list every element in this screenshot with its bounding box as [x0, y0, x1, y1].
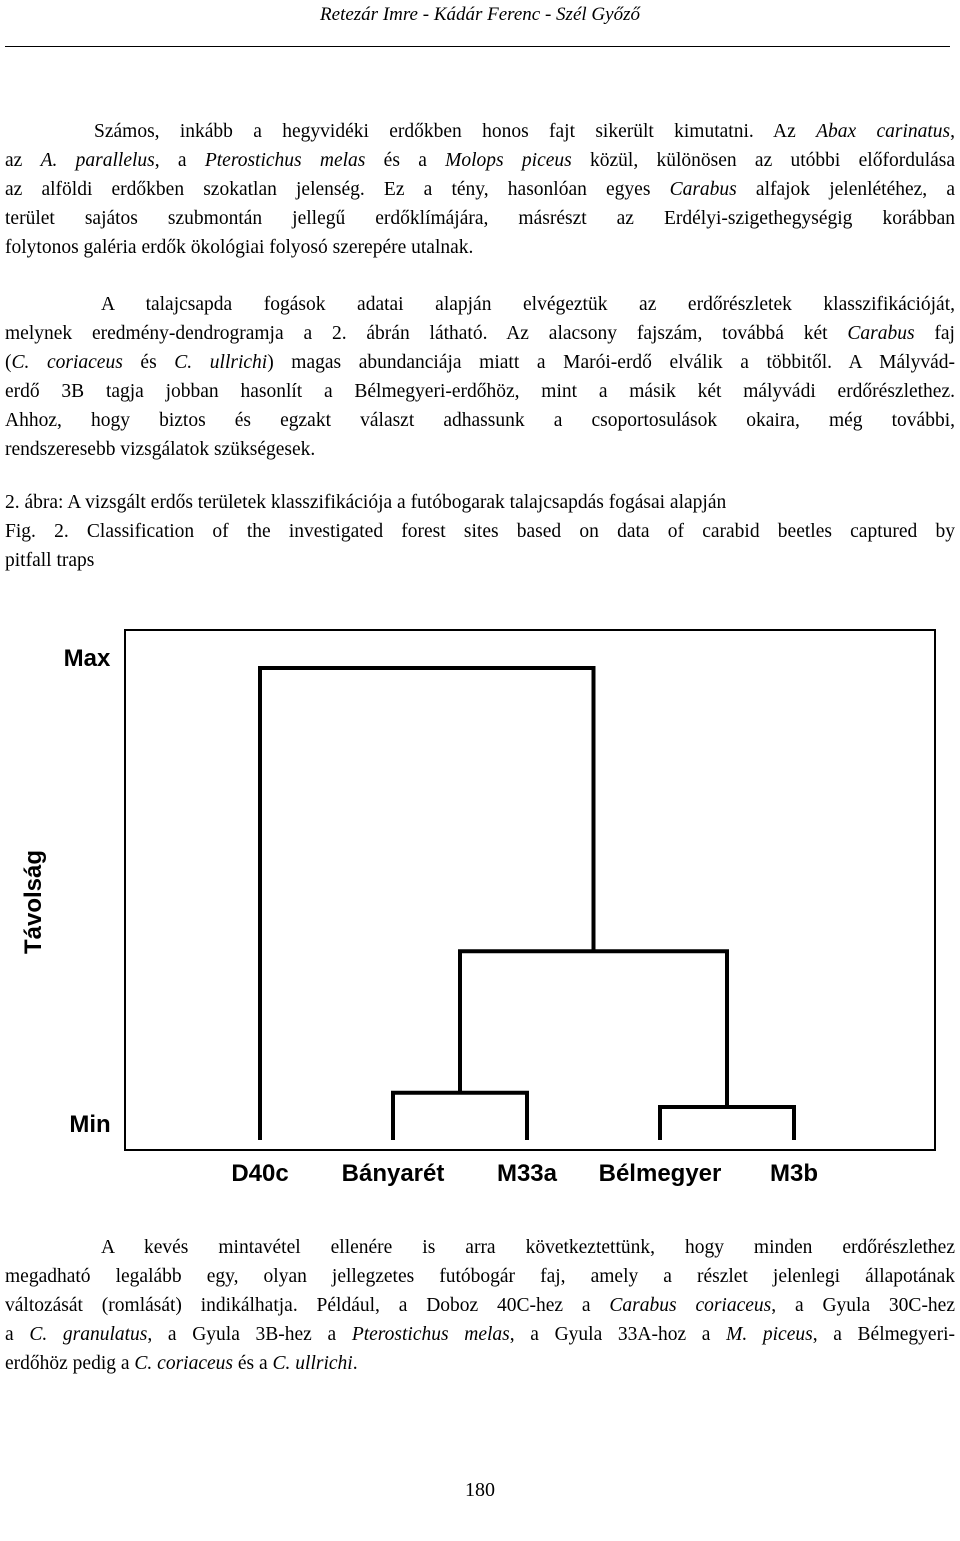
leaf-label: Bányarét [341, 1160, 445, 1187]
paragraph-2-line-3 [5, 348, 955, 377]
dendrogram-link [660, 1107, 794, 1140]
dendrogram-chart [0, 600, 960, 1220]
paragraph-1-line-1 [5, 117, 955, 146]
text-run: és [122, 352, 175, 373]
text-run: változását (romlását) indikálhatja. Például, a Doboz 40C-hez a [5, 1295, 610, 1316]
paragraph-3-line-4 [5, 1320, 955, 1349]
plot-frame [125, 630, 935, 1150]
text-run: , a Gyula 30C-hez [771, 1295, 955, 1316]
leaf-label: M3b [770, 1160, 818, 1187]
species-name: C. coriaceus [134, 1353, 233, 1374]
paragraph-1-line-4: terület sajátos szubmontán jellegű erdőklímájára, másrészt az Erdélyi-szigethegységig korábban [5, 208, 955, 229]
paragraph-2-line-4: erdő 3B tagja jobban hasonlít a Bélmegyeri-erdőhöz, mint a másik két mályvádi erdőrészlethez. [5, 381, 955, 402]
leaf-label: M33a [496, 1160, 558, 1187]
paragraph-3 [5, 1233, 955, 1378]
text-run: erdőhöz pedig a [5, 1353, 135, 1374]
text-run: , a Gyula 3B-hez a [147, 1324, 352, 1345]
text-run: ) magas abundanciája miatt a Marói-erdő elválik a többitől. A Mályvád- [267, 352, 955, 373]
species-name: Abax carinatus [816, 121, 951, 142]
paragraph-3-line-5 [5, 1349, 955, 1378]
text-run: , a [154, 150, 205, 171]
leaf-labels [231, 1160, 818, 1187]
paragraph-2-line-6: rendszeresebb vizsgálatok szükségesek. [5, 439, 316, 460]
species-name: A. parallelus [40, 150, 155, 171]
text-run: és a [365, 150, 446, 171]
running-header: Retezár Imre - Kádár Ferenc - Szél Győző [320, 4, 640, 25]
paragraph-1-line-2 [5, 146, 955, 175]
dendrogram-link [393, 1093, 527, 1140]
paragraph-2-line-5: Ahhoz, hogy biztos és egzakt választ adhassunk a csoportosulások okaira, még további, [5, 410, 955, 431]
text-run: Számos, inkább a hegyvidéki erdőkben honos fajt sikerült kimutatni. Az [94, 121, 817, 142]
species-name: Carabus coriaceus [609, 1295, 772, 1316]
genus-name: Carabus [847, 323, 915, 344]
text-run: az [5, 150, 41, 171]
text-run: faj [914, 323, 955, 344]
y-tick-min: Min [69, 1111, 111, 1138]
text-run: a [5, 1324, 30, 1345]
text-run: , a Bélmegyeri- [812, 1324, 955, 1345]
text-run: melynek eredmény-dendrogramja a 2. ábrán látható. Az alacsony fajszám, továbbá két [5, 323, 848, 344]
paragraph-3-line-3 [5, 1291, 955, 1320]
species-name: C. granulatus [29, 1324, 148, 1345]
paragraph-1-line-3 [5, 175, 955, 204]
page-number: 180 [465, 1479, 495, 1501]
paragraph-3-line-1: A kevés mintavétel ellenére is arra következtettünk, hogy minden erdőrészlethez [101, 1237, 955, 1258]
paragraph-2-line-1: A talajcsapda fogások adatai alapján elvégeztük az erdőrészletek klasszifikációját, [101, 294, 955, 315]
leaf-label: D40c [231, 1160, 289, 1187]
paragraph-1-line-5: folytonos galéria erdők ökológiai folyosó szerepére utalnak. [5, 237, 474, 258]
dendrogram-figure [0, 600, 960, 1220]
y-axis-label: Távolság [20, 849, 47, 955]
text-run: alfajok jelenlétéhez, a [736, 179, 955, 200]
species-name: Molops piceus [445, 150, 572, 171]
text-run: . [352, 1353, 358, 1374]
caption-english-line-2: pitfall traps [5, 550, 95, 571]
paragraph-3-line-2: megadható legalább egy, olyan jellegzetes futóbogár faj, amely a részlet jelenlegi állapotának [5, 1266, 955, 1287]
text-run: közül, különösen az utóbbi előfordulása [571, 150, 956, 171]
dendrogram-link [260, 668, 594, 1140]
figure-caption [5, 488, 955, 575]
genus-name: Carabus [669, 179, 737, 200]
dendrogram-link [460, 951, 727, 1107]
paragraph-1 [5, 117, 955, 262]
species-name: C. ullrichi [174, 352, 268, 373]
leaf-label: Bélmegyer [598, 1160, 722, 1187]
caption-english-line-1: Fig. 2. Classification of the investigated forest sites based on data of carabid beetles captured by [5, 521, 955, 542]
species-name: M. piceus [726, 1324, 813, 1345]
text-run: , [950, 121, 955, 142]
text-run: az alföldi erdőkben szokatlan jelenség. Ez a tény, hasonlóan egyes [5, 179, 670, 200]
paragraph-2 [5, 290, 955, 464]
species-name: C. ullrichi [272, 1353, 353, 1374]
paragraph-2-line-2 [5, 319, 955, 348]
text-run: ( [5, 352, 12, 373]
caption-hungarian: 2. ábra: A vizsgált erdős területek klasszifikációja a futóbogarak talajcsapdás fogásai alapján [5, 492, 727, 513]
text-run: és a [233, 1353, 273, 1374]
species-name: C. coriaceus [11, 352, 123, 373]
species-name: Pterostichus melas [204, 150, 366, 171]
header-rule [5, 46, 950, 47]
text-run: , a Gyula 33A-hoz a [509, 1324, 727, 1345]
species-name: Pterostichus melas [351, 1324, 510, 1345]
dendrogram-links [260, 668, 794, 1140]
y-tick-max: Max [63, 645, 111, 672]
